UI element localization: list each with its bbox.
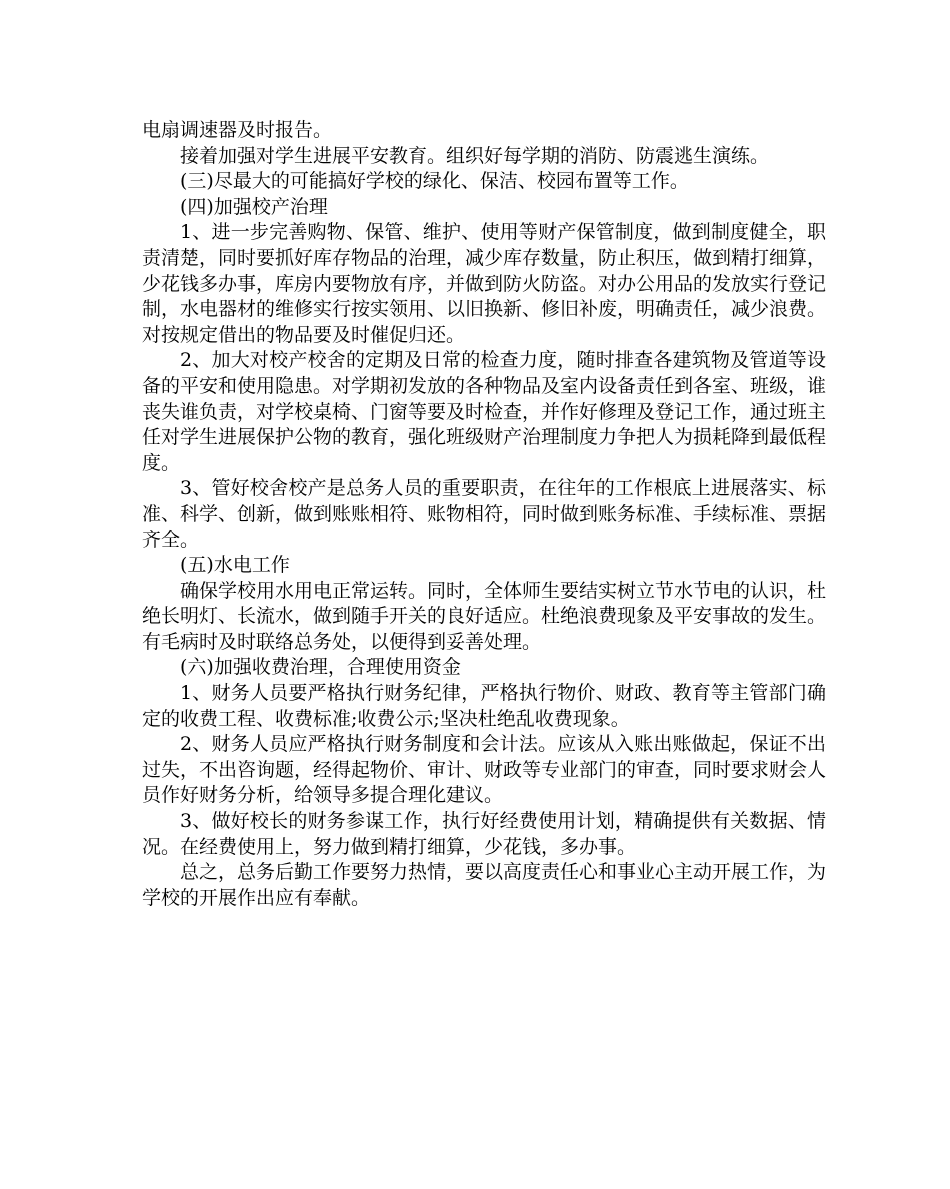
paragraph-property-1: 1、进一步完善购物、保管、维护、使用等财产保管制度，做到制度健全，职责清楚，同时要抓好库存物品的治理，减少库存数量，防止积压，做到精打细算，少花钱多办事，库房内要物放有序，并做到防火防盗。对办公用品的发放实行登记制，水电器材的维修实行按实领用、以旧换新、修旧补废，明确责任，减少浪费。对按规定借出的物品要及时催促归还。 [142,221,827,346]
paragraph-utilities: 确保学校用水用电正常运转。同时，全体师生要结实树立节水节电的认识，杜绝长明灯、长流水，做到随手开关的良好适应。杜绝浪费现象及平安事故的发生。有毛病时及时联络总务处，以便得到妥善处理。 [142,579,827,653]
paragraph-property-2: 2、加大对校产校舍的定期及日常的检查力度，随时排查各建筑物及管道等设备的平安和使用隐患。对学期初发放的各种物品及室内设备责任到各室、班级，谁丧失谁负责，对学校桌椅、门窗等要及时检查，并作好修理及登记工作，通过班主任对学生进展保护公物的教育，强化班级财产治理制度力争把人为损耗降到最低程度。 [142,349,827,474]
paragraph-fees-2: 2、财务人员应严格执行财务制度和会计法。应该从入账出账做起，保证不出过失，不出咨询题，经得起物价、审计、财政等专业部门的审查，同时要求财会人员作好财务分析，给领导多提合理化建议。 [142,733,827,807]
paragraph-safety-education: 接着加强对学生进展平安教育。组织好每学期的消防、防震逃生演练。 [180,144,770,167]
paragraph-fees-3: 3、做好校长的财务参谋工作，执行好经费使用计划，精确提供有关数据、情况。在经费使用上，努力做到精打细算，少花钱，多办事。 [142,810,826,858]
paragraph-continuation: 电扇调速器及时报告。 [142,119,333,141]
section-heading-property: (四)加强校产治理 [180,195,328,218]
section-heading-greening: (三)尽最大的可能搞好学校的绿化、保洁、校园布置等工作。 [180,170,689,193]
paragraph-property-3: 3、管好校舍校产是总务人员的重要职责，在往年的工作根底上进展落实、标准、科学、创新，做到账账相符、账物相符，同时做到账务标准、手续标准、票据齐全。 [142,477,827,551]
paragraph-conclusion: 总之，总务后勤工作要努力热情，要以高度责任心和事业心主动开展工作，为学校的开展作出应有奉献。 [142,861,827,909]
section-heading-utilities: (五)水电工作 [180,554,290,577]
document-body [142,118,826,911]
section-heading-fees: (六)加强收费治理，合理使用资金 [180,656,461,679]
paragraph-fees-1: 1、财务人员要严格执行财务纪律，严格执行物价、财政、教育等主管部门确定的收费工程、收费标准;收费公示;坚决杜绝乱收费现象。 [142,682,826,730]
